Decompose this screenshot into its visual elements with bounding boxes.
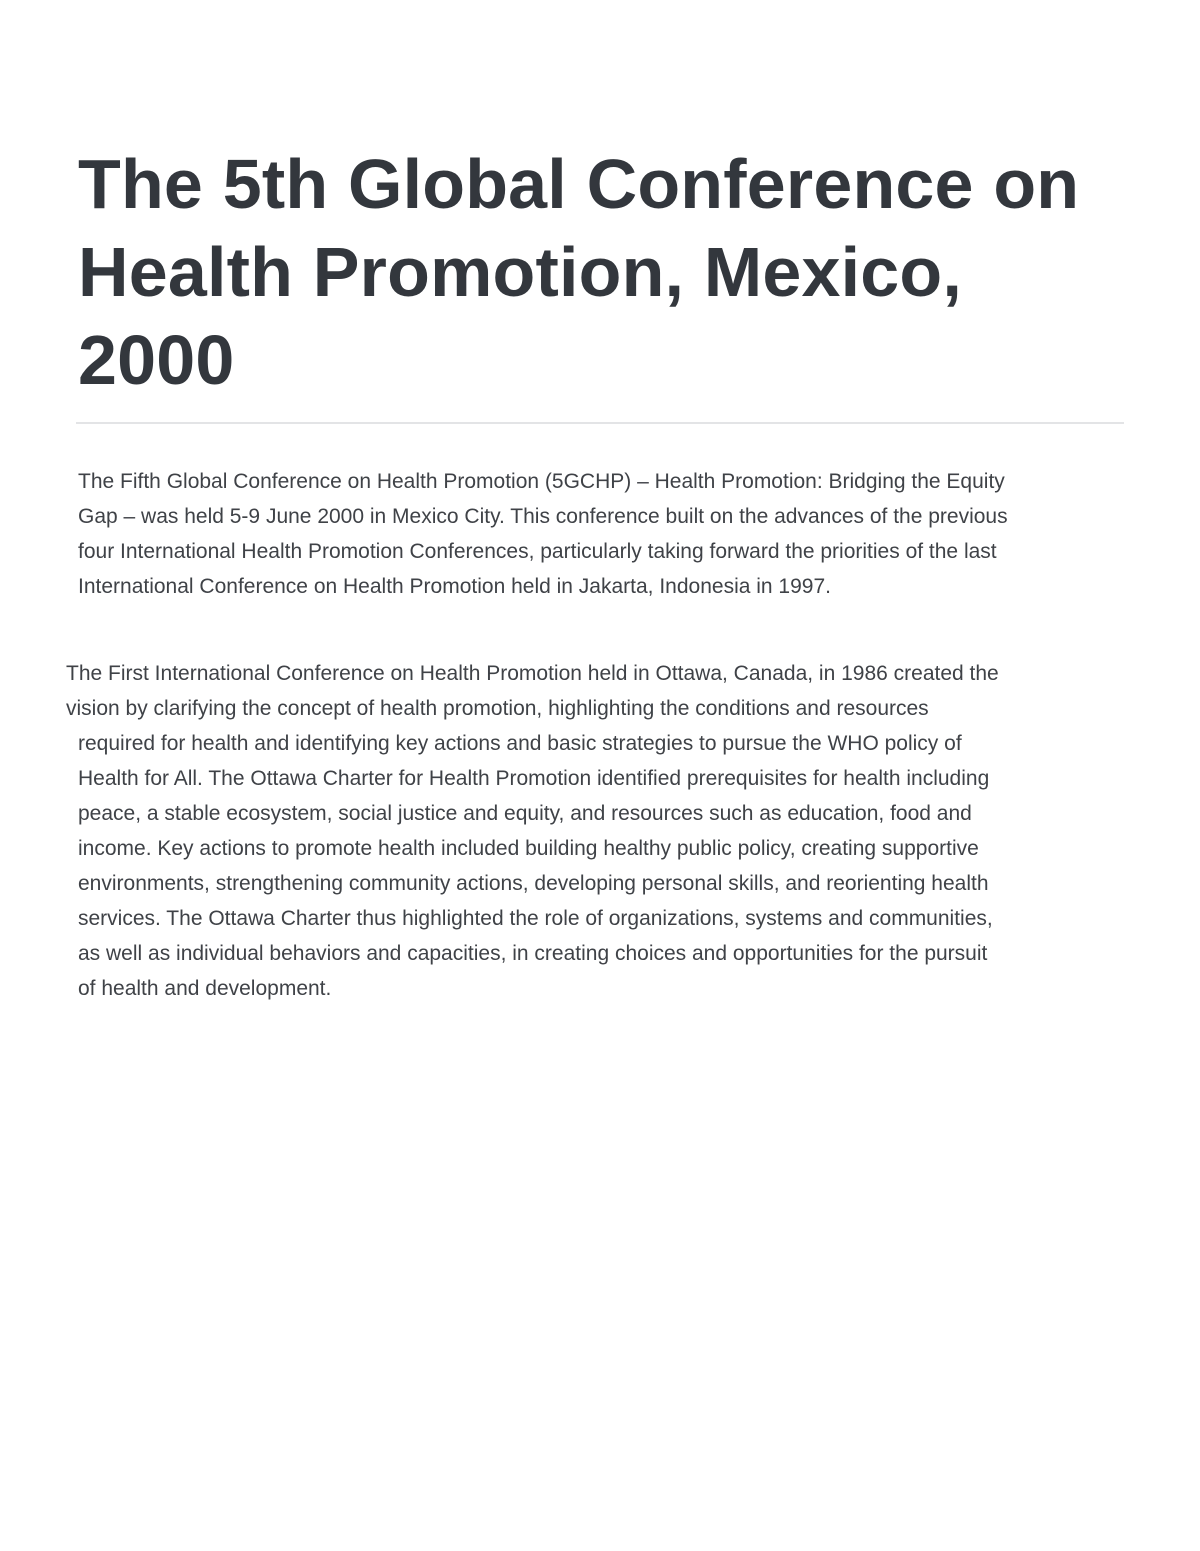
paragraph-line: four International Health Promotion Conferences, particularly taking forward the priorities of the last <box>78 540 997 563</box>
paragraph-line: The First International Conference on Health Promotion held in Ottawa, Canada, in 1986 created the <box>66 662 999 685</box>
title-line: Health Promotion, Mexico, <box>78 233 962 311</box>
paragraph-line: The Fifth Global Conference on Health Promotion (5GCHP) – Health Promotion: Bridging the Equity <box>78 470 1005 493</box>
paragraph-line: Gap – was held 5-9 June 2000 in Mexico City. This conference built on the advances of the previous <box>78 505 1008 528</box>
paragraph-line: International Conference on Health Promotion held in Jakarta, Indonesia in 1997. <box>78 575 831 598</box>
paragraph-line: environments, strengthening community actions, developing personal skills, and reorienting health <box>78 872 989 895</box>
intro-paragraph <box>78 464 1128 604</box>
paragraph-line: income. Key actions to promote health included building healthy public policy, creating supportive <box>78 837 979 860</box>
paragraph-line: services. The Ottawa Charter thus highlighted the role of organizations, systems and communities, <box>78 907 993 930</box>
page-title <box>78 140 1138 404</box>
paragraph-line: peace, a stable ecosystem, social justice and equity, and resources such as education, food and <box>78 802 972 825</box>
paragraph-line: required for health and identifying key actions and basic strategies to pursue the WHO policy of <box>78 732 962 755</box>
paragraph-line: vision by clarifying the concept of health promotion, highlighting the conditions and resources <box>66 697 929 720</box>
title-line: The 5th Global Conference on <box>78 145 1080 223</box>
title-line: 2000 <box>78 321 235 399</box>
ottawa-paragraph <box>66 656 1126 1006</box>
title-divider <box>76 422 1124 424</box>
paragraph-line: Health for All. The Ottawa Charter for Health Promotion identified prerequisites for health including <box>78 767 990 790</box>
paragraph-line: as well as individual behaviors and capacities, in creating choices and opportunities for the pursuit <box>78 942 988 965</box>
paragraph-line: of health and development. <box>78 977 332 1000</box>
